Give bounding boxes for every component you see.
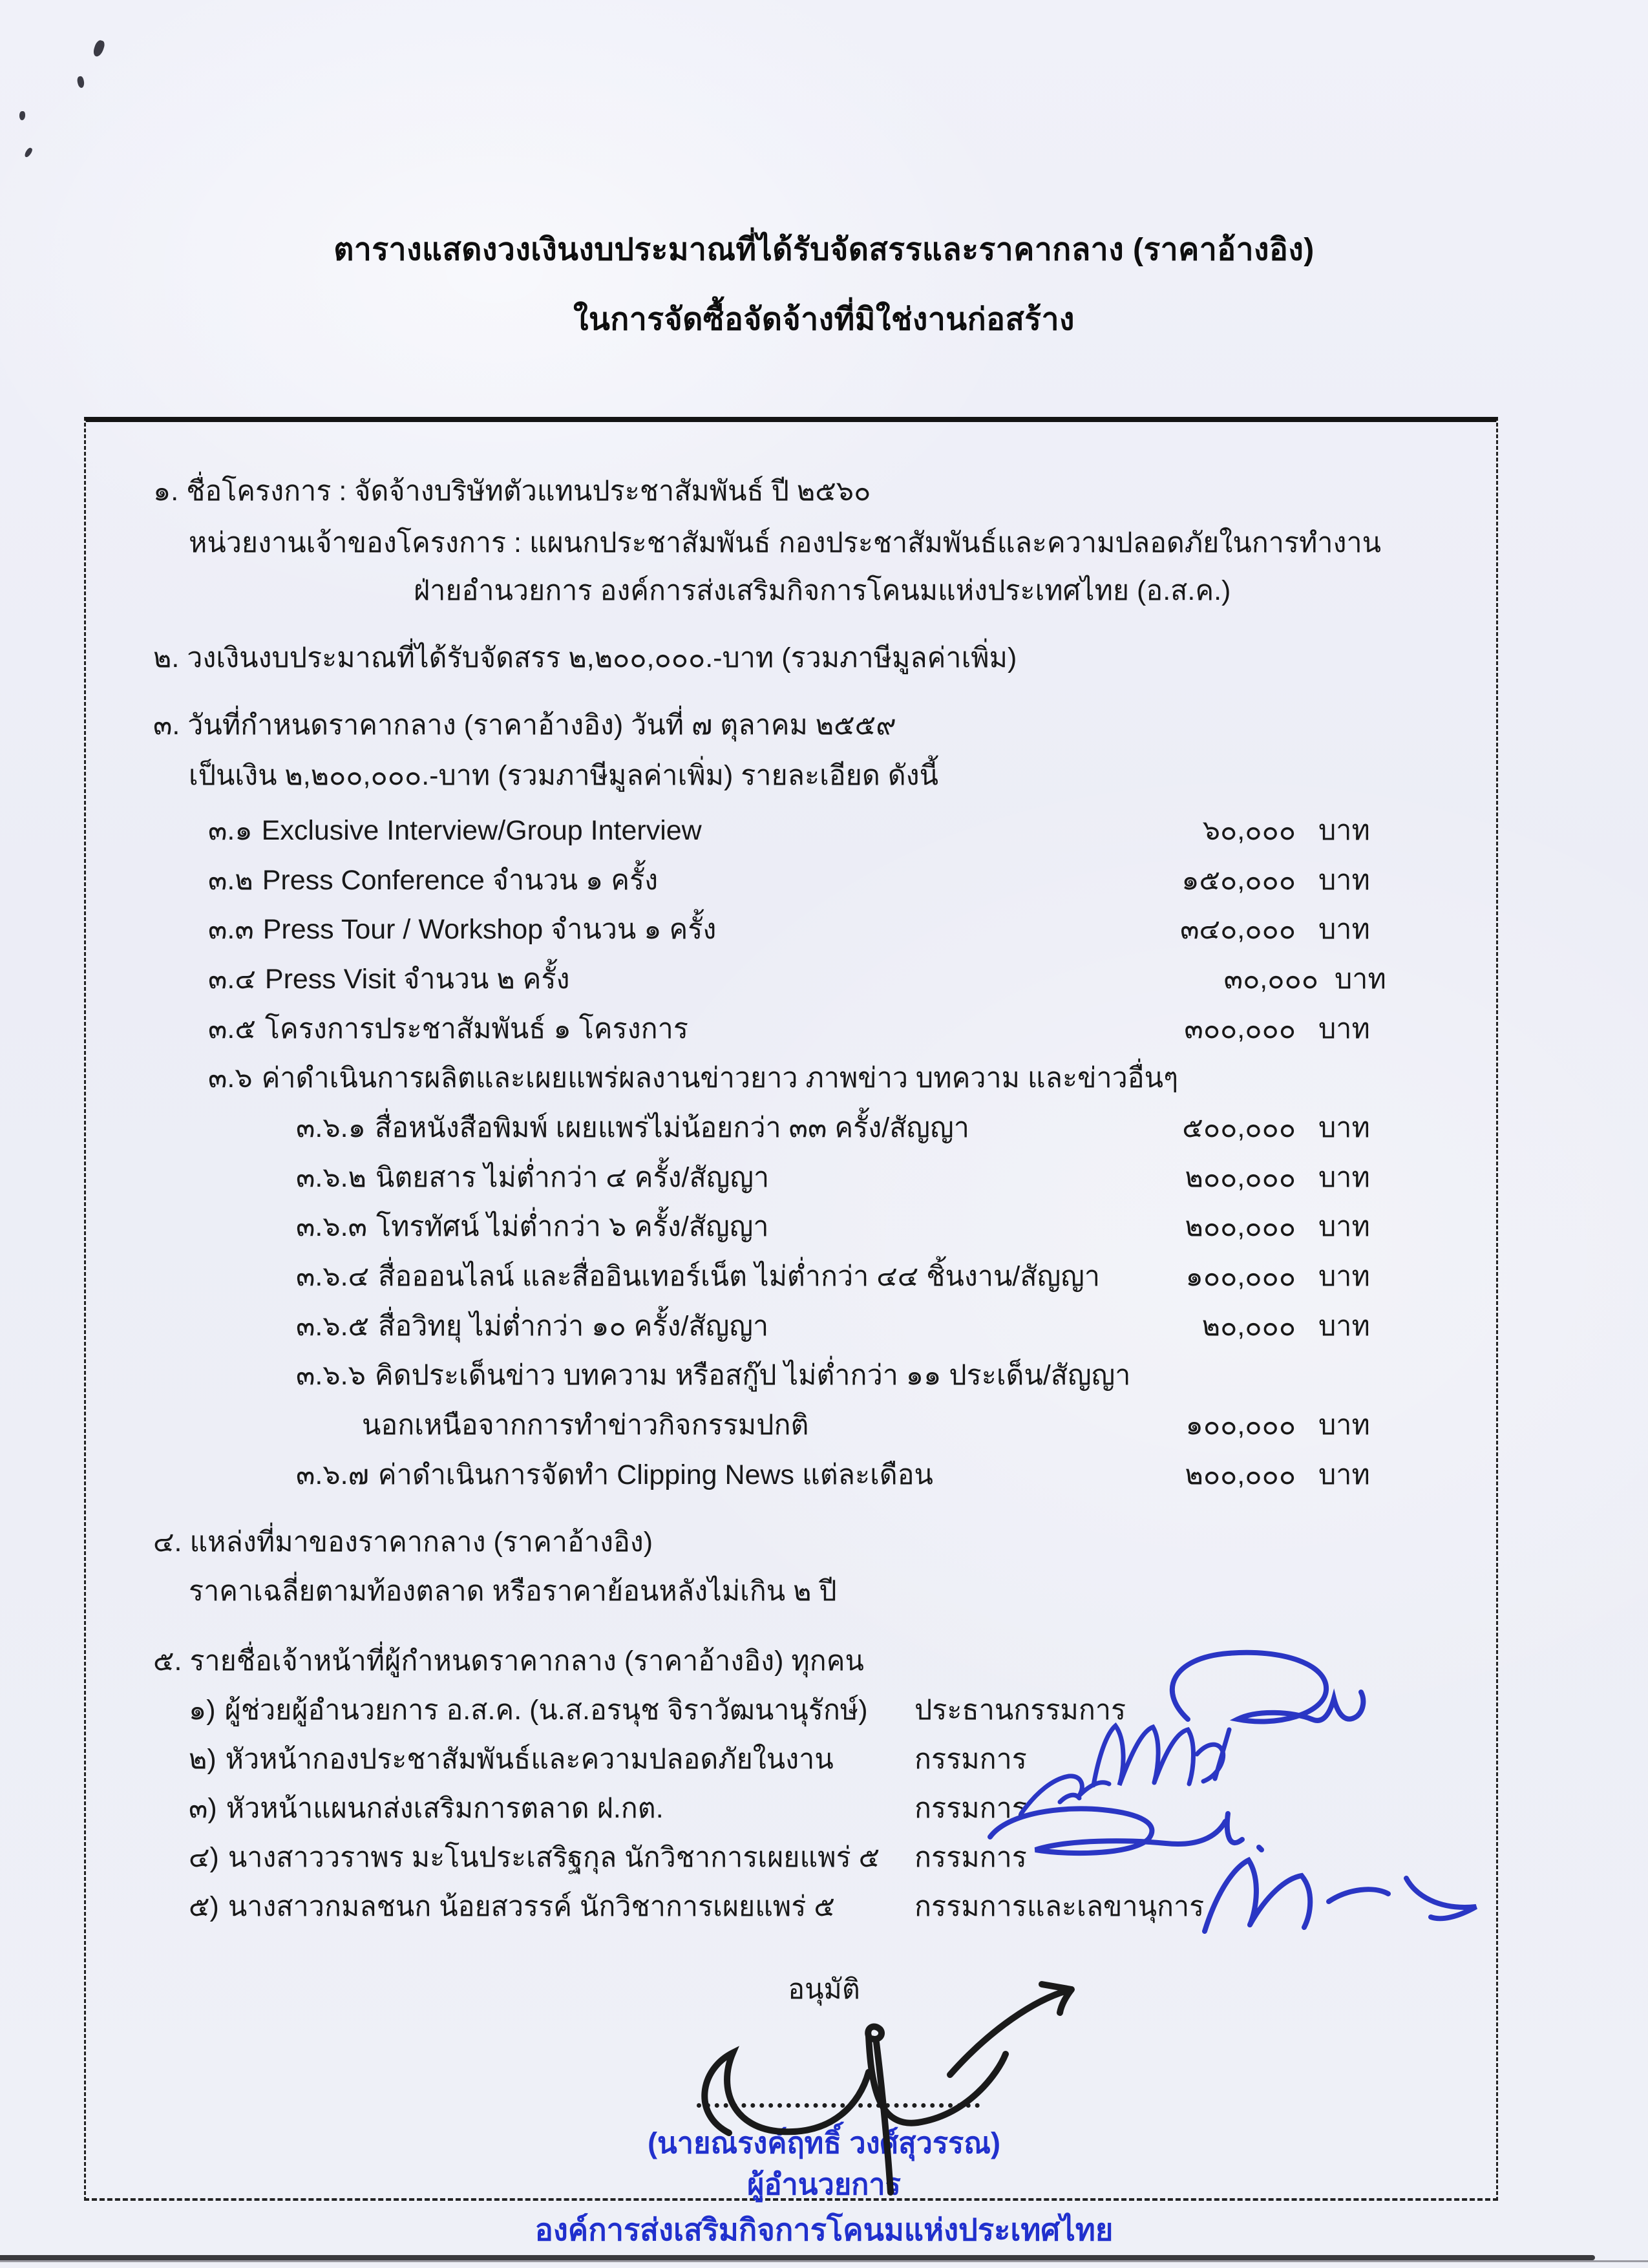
item-number: ๓.๖.๓ (296, 1211, 367, 1242)
item-amount: ๓๐๐,๐๐๐ (1184, 1013, 1296, 1044)
item-label: โทรทัศน์ ไม่ต่ำกว่า ๖ ครั้ง/สัญญา (375, 1211, 769, 1242)
item-label: Press Conference จำนวน ๑ ครั้ง (262, 865, 659, 896)
budget-item-row (0, 1158, 1648, 1201)
item-amount: ๑๐๐,๐๐๐ (1185, 1410, 1296, 1441)
approver-title: ผู้อำนวยการ (747, 2168, 901, 2201)
budget-item-row (0, 1108, 1648, 1151)
budget-item-row (0, 1257, 1648, 1300)
item-number: ๓.๖.๕ (296, 1311, 370, 1342)
item-unit: บาท (1318, 1311, 1370, 1342)
item-amount: ๑๐๐,๐๐๐ (1185, 1261, 1296, 1292)
scan-bottom-edge-shadow (0, 2260, 1648, 2262)
item-amount: ๓๔๐,๐๐๐ (1180, 914, 1296, 945)
item-amount: ๖๐,๐๐๐ (1202, 815, 1296, 846)
budget-total-line: ๒. วงเงินงบประมาณที่ได้รับจัดสรร ๒,๒๐๐,๐๐๐.-บาท (รวมภาษีมูลค่าเพิ่ม) (153, 642, 1017, 673)
item-label: สื่อวิทยุ ไม่ต่ำกว่า ๑๐ ครั้ง/สัญญา (378, 1311, 769, 1342)
committee-role: กรรมการ (914, 1793, 1027, 1824)
committee-header: ๕. รายชื่อเจ้าหน้าที่ผู้กำหนดราคากลาง (ราคาอ้างอิง) ทุกคน (153, 1646, 864, 1677)
project-agency-line1: หน่วยงานเจ้าของโครงการ : แผนกประชาสัมพันธ์ กองประชาสัมพันธ์และความปลอดภัยในการทำงาน (189, 527, 1382, 558)
item-number: ๓.๖ (208, 1063, 253, 1094)
price-source-header: ๔. แหล่งที่มาของราคากลาง (ราคาอ้างอิง) (153, 1527, 653, 1558)
scan-speck (76, 76, 85, 89)
item-number: ๓.๔ (208, 964, 256, 995)
budget-item-row (0, 1356, 1648, 1399)
item-unit: บาท (1318, 1261, 1370, 1292)
approval-label: อนุมัติ (788, 1974, 860, 2005)
item-number: ๓.๕ (208, 1013, 256, 1044)
project-name-line: ๑. ชื่อโครงการ : จัดจ้างบริษัทตัวแทนประชาสัมพันธ์ ปี ๒๕๖๐ (153, 476, 871, 507)
item-unit: บาท (1318, 1211, 1370, 1242)
item-amount: ๒๐๐,๐๐๐ (1185, 1162, 1296, 1193)
committee-number: ๔) (189, 1842, 219, 1873)
item-unit: บาท (1318, 1013, 1370, 1044)
signature-dotted-line (697, 2077, 980, 2108)
item-amount: ๒๐๐,๐๐๐ (1185, 1459, 1296, 1490)
scan-bottom-edge (0, 2255, 1595, 2260)
item-unit: บาท (1318, 1410, 1370, 1441)
committee-role: กรรมการ (914, 1744, 1027, 1775)
item-number: ๓.๖.๗ (296, 1459, 369, 1490)
budget-item-row (0, 1207, 1648, 1250)
item-label: คิดประเด็นข่าว บทความ หรือสกู๊ป ไม่ต่ำกว่า ๑๑ ประเด็น/สัญญา (374, 1360, 1131, 1391)
document-title-line1: ตารางแสดงวงเงินงบประมาณที่ได้รับจัดสรรและราคากลาง (ราคาอ้างอิง) (333, 233, 1315, 267)
pricing-date-line: ๓. วันที่กำหนดราคากลาง (ราคาอ้างอิง) วันที่ ๗ ตุลาคม ๒๕๕๙ (153, 710, 896, 741)
committee-number: ๕) (189, 1891, 219, 1922)
committee-name: ผู้ช่วยผู้อำนวยการ อ.ส.ค. (น.ส.อรนุช จิราวัฒนานุรักษ์) (224, 1695, 868, 1726)
committee-role: กรรมการและเลขานุการ (914, 1891, 1205, 1922)
item-number: ๓.๒ (208, 865, 253, 896)
committee-row (0, 1740, 1648, 1783)
committee-role: กรรมการ (914, 1842, 1027, 1873)
item-label: ค่าดำเนินการจัดทำ Clipping News แต่ละเดือน (377, 1459, 933, 1490)
price-source-detail: ราคาเฉลี่ยตามท้องตลาด หรือราคาย้อนหลังไม่เกิน ๒ ปี (189, 1576, 837, 1607)
item-label: สื่อออนไลน์ และสื่ออินเทอร์เน็ต ไม่ต่ำกว่า ๔๔ ชิ้นงาน/สัญญา (378, 1261, 1101, 1292)
item-unit: บาท (1318, 914, 1370, 945)
item-number: ๓.๖.๖ (296, 1360, 366, 1391)
item-label: Press Visit จำนวน ๒ ครั้ง (264, 964, 570, 995)
item-unit: บาท (1335, 964, 1386, 995)
item-label: โครงการประชาสัมพันธ์ ๑ โครงการ (264, 1013, 688, 1044)
committee-role: ประธานกรรมการ (914, 1695, 1126, 1726)
item-label: ค่าดำเนินการผลิตและเผยแพร่ผลงานข่าวยาว ภาพข่าว บทความ และข่าวอื่นๆ (261, 1063, 1179, 1094)
budget-item-row (0, 811, 1648, 854)
budget-item-row (0, 1406, 1648, 1448)
committee-name: นางสาวกมลชนก น้อยสวรรค์ นักวิชาการเผยแพร่ ๕ (227, 1891, 835, 1922)
item-amount: ๒๐๐,๐๐๐ (1185, 1211, 1296, 1242)
budget-item-row (0, 1456, 1648, 1498)
item-unit: บาท (1318, 1459, 1370, 1490)
item-label: นิตยสาร ไม่ต่ำกว่า ๔ ครั้ง/สัญญา (375, 1162, 770, 1193)
committee-name: หัวหน้าแผนกส่งเสริมการตลาด ฝ.กต. (226, 1793, 664, 1824)
item-label: นอกเหนือจากการทำข่าวกิจกรรมปกติ (362, 1410, 809, 1441)
approver-organization: องค์การส่งเสริมกิจการโคนมแห่งประเทศไทย (534, 2212, 1114, 2247)
item-label: สื่อหนังสือพิมพ์ เผยแพร่ไม่น้อยกว่า ๓๓ ครั้ง/สัญญา (374, 1112, 969, 1143)
item-unit: บาท (1318, 1112, 1370, 1143)
item-number: ๓.๖.๒ (296, 1162, 366, 1193)
item-label: Press Tour / Workshop จำนวน ๑ ครั้ง (262, 914, 717, 945)
committee-name: หัวหน้ากองประชาสัมพันธ์และความปลอดภัยในงาน (225, 1744, 834, 1775)
item-number: ๓.๖.๑ (296, 1112, 366, 1143)
committee-name: นางสาววราพร มะโนประเสริฐกุล นักวิชาการเผยแพร่ ๕ (227, 1842, 880, 1873)
committee-row (0, 1887, 1648, 1930)
pricing-detail-line: เป็นเงิน ๒,๒๐๐,๐๐๐.-บาท (รวมภาษีมูลค่าเพิ่ม) รายละเอียด ดังนี้ (189, 760, 939, 791)
item-number: ๓.๖.๔ (296, 1261, 370, 1292)
budget-item-row (0, 960, 1648, 1002)
item-unit: บาท (1318, 865, 1370, 896)
item-label: Exclusive Interview/Group Interview (261, 815, 702, 846)
committee-number: ๓) (189, 1793, 217, 1824)
budget-item-row (0, 861, 1648, 904)
approver-name: (นายณรงค์ฤทธิ์ วงศ์สุวรรณ) (648, 2126, 1000, 2159)
scan-speck (92, 39, 105, 58)
committee-number: ๑) (189, 1695, 216, 1726)
document-title-line2: ในการจัดซื้อจัดจ้างที่มิใช่งานก่อสร้าง (573, 302, 1075, 337)
budget-item-row (0, 910, 1648, 953)
item-amount: ๕๐๐,๐๐๐ (1182, 1112, 1296, 1143)
scan-speck (19, 111, 25, 120)
item-unit: บาท (1318, 815, 1370, 846)
budget-item-row (0, 1307, 1648, 1350)
item-unit: บาท (1318, 1162, 1370, 1193)
committee-row (0, 1691, 1648, 1733)
committee-row (0, 1789, 1648, 1832)
project-agency-line2: ฝ่ายอำนวยการ องค์การส่งเสริมกิจการโคนมแห่งประเทศไทย (อ.ส.ค.) (414, 575, 1231, 606)
budget-item-row (0, 1059, 1648, 1101)
scan-speck (24, 147, 34, 158)
committee-row (0, 1838, 1648, 1881)
budget-item-row (0, 1010, 1648, 1052)
committee-number: ๒) (189, 1744, 217, 1775)
item-amount: ๒๐,๐๐๐ (1201, 1311, 1296, 1342)
item-amount: ๑๕๐,๐๐๐ (1181, 865, 1296, 896)
item-amount: ๓๐,๐๐๐ (1223, 964, 1318, 995)
item-number: ๓.๓ (208, 914, 254, 945)
item-number: ๓.๑ (208, 815, 253, 846)
